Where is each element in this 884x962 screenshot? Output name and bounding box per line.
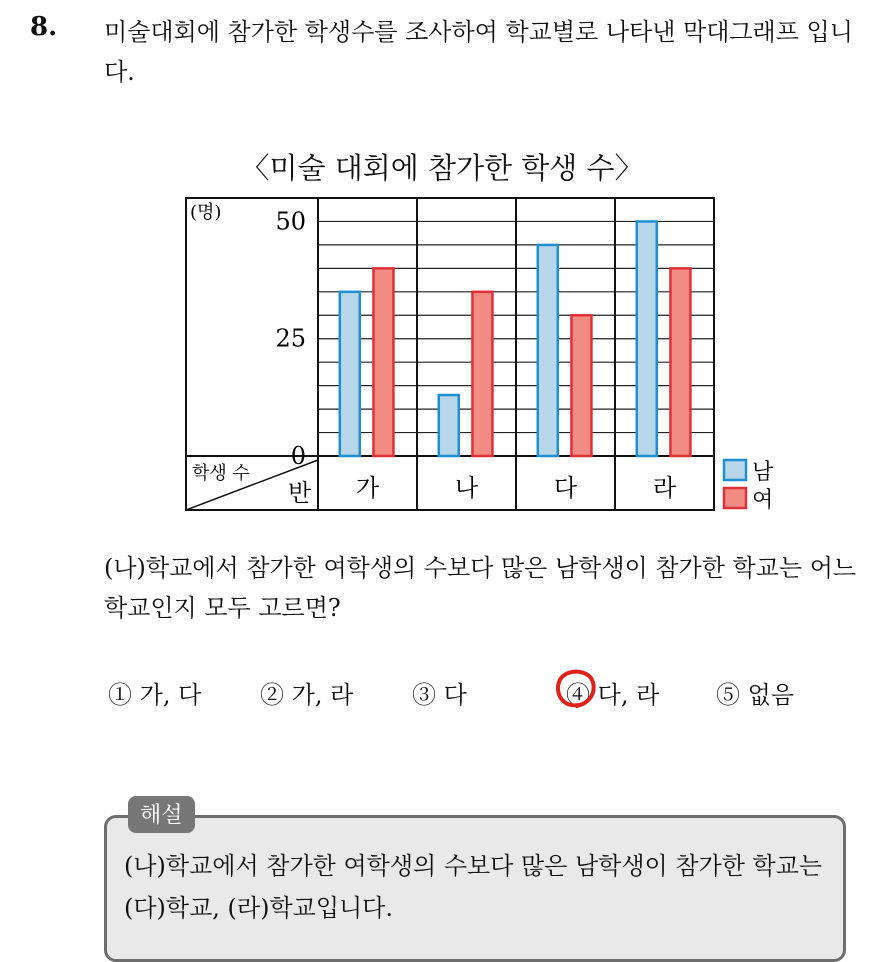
choice-2[interactable]: ② 가, 라: [260, 681, 354, 709]
explanation-text: (나)학교에서 참가한 여학생의 수보다 많은 남학생이 참가한 학교는 (다)학교, (라)학교입니다.: [124, 852, 823, 922]
choice-1[interactable]: ① 가, 다: [108, 681, 202, 709]
x-category-label: 라: [652, 474, 677, 502]
bar-여-라: [670, 268, 690, 456]
explanation-tag: 해설: [128, 796, 195, 833]
bar-여-나: [472, 292, 492, 456]
x-category-label: 가: [355, 474, 380, 502]
y-tick-label: 50: [275, 207, 306, 236]
bar-남-나: [439, 395, 459, 456]
y-tick-label: 25: [275, 324, 306, 353]
legend-label: 남: [752, 460, 774, 485]
bar-여-가: [373, 268, 393, 456]
legend-swatch: [724, 460, 746, 480]
y-unit-label: (명): [190, 202, 222, 223]
col-header-label: 반: [288, 479, 312, 507]
choice-3[interactable]: ③ 다: [412, 681, 467, 709]
question-text: 미술대회에 참가한 학생수를 조사하여 학교별로 나타낸 막대그래프 입니다.: [104, 18, 853, 86]
answer-mark-circle-icon: [553, 666, 597, 710]
legend-label: 여: [752, 488, 774, 513]
question-number: 8.: [30, 12, 58, 42]
y-tick-label: 0: [290, 442, 306, 470]
row-header-label: 학생 수: [192, 463, 250, 484]
bar-남-라: [637, 221, 657, 456]
chart-title: 〈미술 대회에 참가한 학생 수〉: [240, 151, 644, 185]
choice-4[interactable]: ④ 다, 라: [566, 681, 660, 709]
bar-여-다: [571, 315, 591, 456]
choice-5[interactable]: ⑤ 없음: [716, 681, 794, 709]
x-category-label: 다: [553, 474, 578, 502]
x-category-label: 나: [454, 474, 479, 502]
bar-남-가: [340, 292, 360, 456]
bar-남-다: [538, 245, 558, 456]
sub-question-text: (나)학교에서 참가한 여학생의 수보다 많은 남학생이 참가한 학교는 어느 학교인지 모두 고르면?: [104, 554, 857, 622]
legend-swatch: [724, 488, 746, 508]
